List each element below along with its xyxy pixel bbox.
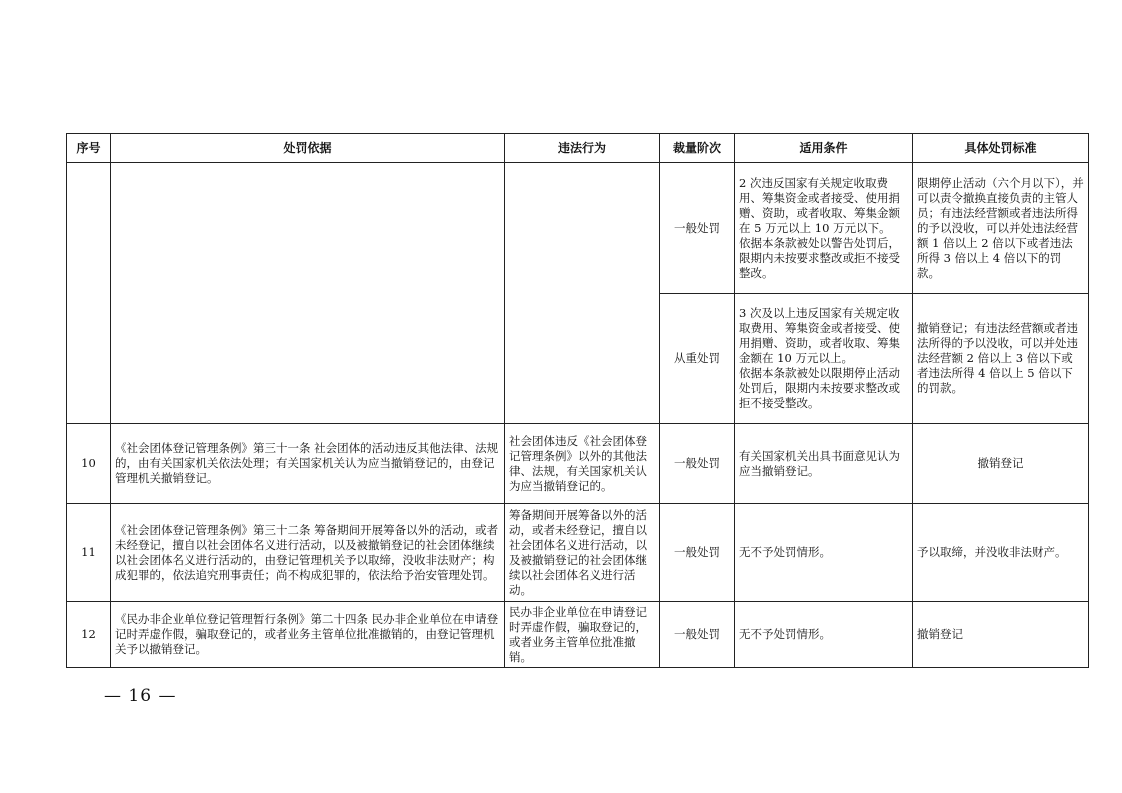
cell-standard: 撤销登记 [913,602,1089,668]
cell-condition: 2 次违反国家有关规定收取费用、筹集资金或者接受、使用捐赠、资助，或者收取、筹集金额在 5 万元以上 10 万元以下。 依据本条款被处以警告处罚后，限期内未按要求整改或拒不接受整改。 [735,163,913,294]
header-no: 序号 [67,134,111,163]
table-header-row [67,134,1089,163]
header-condition: 适用条件 [735,134,913,163]
penalty-table [66,133,1089,668]
cell-condition: 3 次及以上违反国家有关规定收取费用、筹集资金或者接受、使用捐赠、资助，或者收取、筹集金额在 10 万元以上。 依据本条款被处以限期停止活动处罚后，限期内未按要求整改或拒不接受整改。 [735,294,913,424]
cell-act [505,163,660,424]
cell-standard: 撤销登记 [913,424,1089,504]
table-row [67,504,1089,602]
cell-no: 12 [67,602,111,668]
cell-condition: 无不予处罚情形。 [735,504,913,602]
table-row [67,424,1089,504]
cell-standard: 限期停止活动（六个月以下），并可以责令撤换直接负责的主管人员；有违法经营额或者违法所得的予以没收，可以并处违法经营额 1 倍以上 2 倍以下或者违法所得 3 倍以上 4 倍以下的罚款。 [913,163,1089,294]
header-act: 违法行为 [505,134,660,163]
table-row [67,163,1089,294]
cell-no: 11 [67,504,111,602]
page-number: — 16 — [104,686,177,706]
cell-condition: 有关国家机关出具书面意见认为应当撤销登记。 [735,424,913,504]
cell-no [67,163,111,424]
cell-standard: 撤销登记；有违法经营额或者违法所得的予以没收，可以并处违法经营额 2 倍以上 3 倍以下或者违法所得 4 倍以上 5 倍以下的罚款。 [913,294,1089,424]
cell-basis: 《社会团体登记管理条例》第三十一条 社会团体的活动违反其他法律、法规的，由有关国家机关依法处理；有关国家机关认为应当撤销登记的，由登记管理机关撤销登记。 [111,424,505,504]
cell-condition: 无不予处罚情形。 [735,602,913,668]
header-standard: 具体处罚标准 [913,134,1089,163]
cell-level: 从重处罚 [660,294,735,424]
cell-basis: 《民办非企业单位登记管理暂行条例》第二十四条 民办非企业单位在申请登记时弄虚作假，骗取登记的，或者业务主管单位批准撤销的，由登记管理机关予以撤销登记。 [111,602,505,668]
cell-level: 一般处罚 [660,163,735,294]
cell-level: 一般处罚 [660,602,735,668]
cell-basis: 《社会团体登记管理条例》第三十二条 筹备期间开展筹备以外的活动，或者未经登记，擅自以社会团体名义进行活动，以及被撤销登记的社会团体继续以社会团体名义进行活动的，由登记管理机关予以取缔，没收非法财产；构成犯罪的，依法追究刑事责任；尚不构成犯罪的，依法给予治安管理处罚。 [111,504,505,602]
cell-act: 筹备期间开展筹备以外的活动，或者未经登记，擅自以社会团体名义进行活动，以及被撤销登记的社会团体继续以社会团体名义进行活动。 [505,504,660,602]
cell-act: 社会团体违反《社会团体登记管理条例》以外的其他法律、法规，有关国家机关认为应当撤销登记的。 [505,424,660,504]
cell-act: 民办非企业单位在申请登记时弄虚作假，骗取登记的，或者业务主管单位批准撤销。 [505,602,660,668]
header-level: 裁量阶次 [660,134,735,163]
header-basis: 处罚依据 [111,134,505,163]
table-row [67,602,1089,668]
cell-level: 一般处罚 [660,504,735,602]
cell-basis [111,163,505,424]
cell-standard: 予以取缔，并没收非法财产。 [913,504,1089,602]
cell-level: 一般处罚 [660,424,735,504]
cell-no: 10 [67,424,111,504]
